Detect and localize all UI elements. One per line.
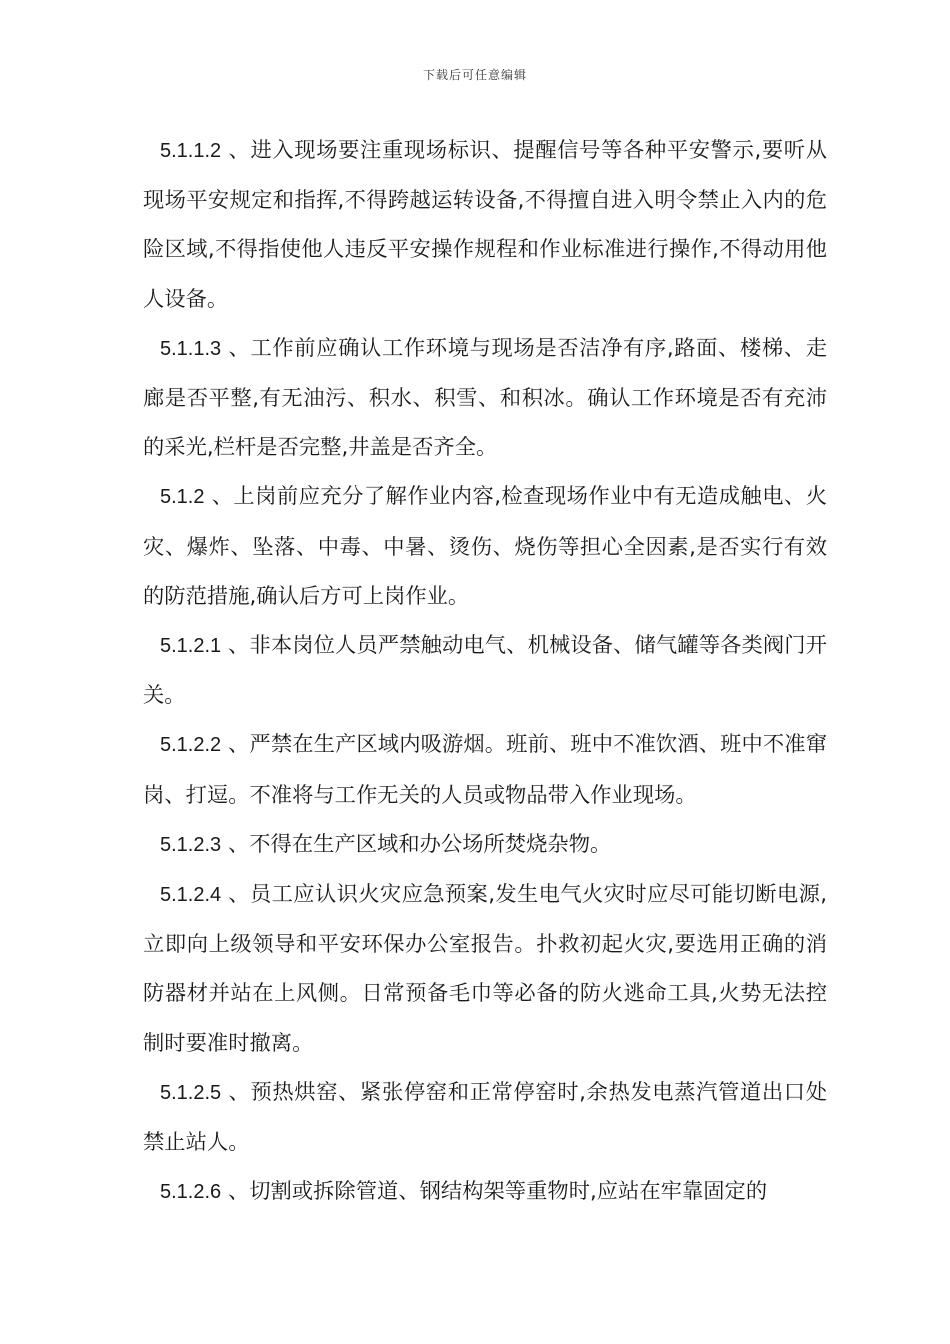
clause-number: 5.1.2 <box>160 486 205 509</box>
clause-text: 、预热烘窑、紧张停窑和正常停窑时,余热发电蒸汽管道出口处禁止站人。 <box>143 1079 827 1156</box>
clause-number: 5.1.1.3 <box>160 337 222 360</box>
paragraph-5-1-2-2 <box>143 720 827 819</box>
clause-text: 、工作前应确认工作环境与现场是否洁净有序,路面、楼梯、走廊是否平整,有无油污、积水、积雪、和积冰。确认工作环境是否有充沛的采光,栏杆是否完整,井盖是否齐全。 <box>143 335 827 461</box>
page-header: 下载后可任意编辑 <box>422 68 527 82</box>
paragraph-5-1-2-5 <box>143 1068 827 1167</box>
clause-text: 、严禁在生产区域内吸游烟。班前、班中不准饮酒、班中不准窜岗、打逗。不准将与工作无关的人员或物品带入作业现场。 <box>143 732 827 808</box>
clause-number: 5.1.2.3 <box>160 833 222 856</box>
clause-number: 5.1.1.2 <box>160 140 222 162</box>
paragraph-5-1-2-3 <box>143 820 827 870</box>
clause-text: 、切割或拆除管道、钢结构架等重物时,应站在牢靠固定的 <box>221 1179 768 1205</box>
paragraph-5-1-2 <box>143 472 827 621</box>
paragraph-5-1-2-6 <box>143 1167 827 1217</box>
paragraph-5-1-2-4 <box>143 870 827 1068</box>
clause-number: 5.1.2.6 <box>160 1181 222 1204</box>
paragraph-5-1-2-1 <box>143 621 827 720</box>
clause-text: 、进入现场要注重现场标识、提醒信号等各种平安警示,要听从现场平安规定和指挥,不得跨越运转设备,不得擅自进入明令禁止入内的危险区域,不得指使他人违反平安操作规程和作业标准进行操作,不得动用他人设备。 <box>143 138 827 312</box>
clause-text: 、上岗前应充分了解作业内容,检查现场作业中有无造成触电、火灾、爆炸、坠落、中毒、中暑、烫伤、烧伤等担心全因素,是否实行有效的防范措施,确认后方可上岗作业。 <box>143 484 827 609</box>
clause-number: 5.1.2.2 <box>160 734 222 757</box>
clause-number: 5.1.2.5 <box>160 1081 222 1104</box>
paragraph-5-1-1-2 <box>143 126 827 324</box>
clause-text: 、员工应认识火灾应急预案,发生电气火灾时应尽可能切断电源,立即向上级领导和平安环保办公室报告。扑救初起火灾,要选用正确的消防器材并站在上风侧。日常预备毛巾等必备的防火逃命工具,火势无法控制时要准时撤离。 <box>143 882 827 1056</box>
clause-number: 5.1.2.1 <box>160 635 222 658</box>
clause-text: 、不得在生产区域和办公场所焚烧杂物。 <box>221 831 612 857</box>
clause-number: 5.1.2.4 <box>160 884 222 907</box>
clause-text: 、非本岗位人员严禁触动电气、机械设备、储气罐等各类阀门开关。 <box>143 633 827 709</box>
document-body <box>143 126 827 1217</box>
paragraph-5-1-1-3 <box>143 324 827 473</box>
